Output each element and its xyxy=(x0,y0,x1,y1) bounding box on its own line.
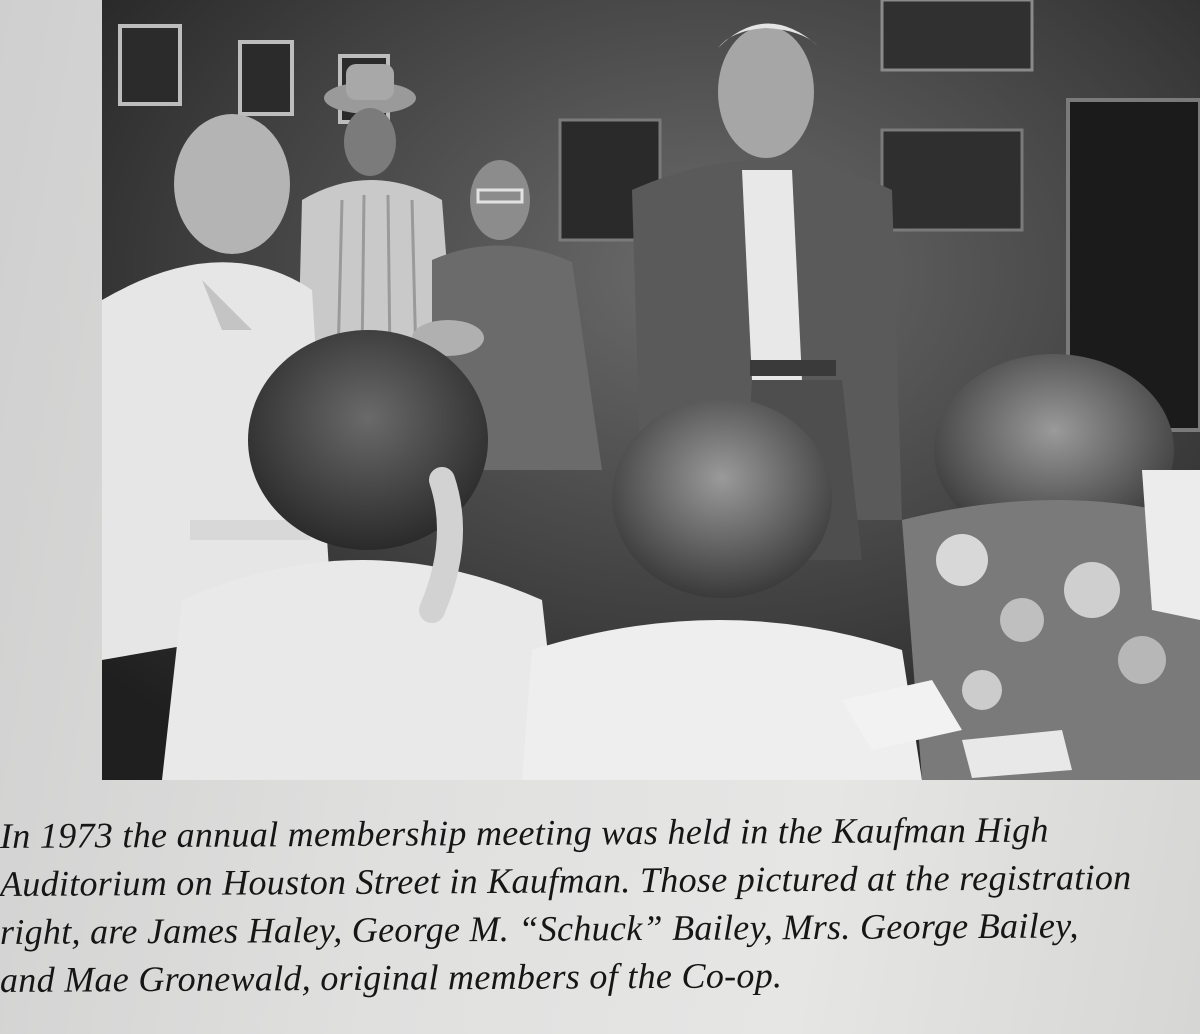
caption-line-1: In 1973 the annual membership meeting was held in the Kaufman High xyxy=(0,809,1049,856)
photograph-icon xyxy=(102,0,1200,780)
caption-line-2: Auditorium on Houston Street in Kaufman. Those pictured at the registration xyxy=(0,857,1132,904)
meeting-photograph xyxy=(102,0,1200,780)
caption-line-3: right, are James Haley, George M. “Schuck” Bailey, Mrs. George Bailey, xyxy=(0,905,1079,952)
caption-line-4: and Mae Gronewald, original members of the Co-op. xyxy=(0,955,783,1000)
photo-caption xyxy=(0,809,1200,1004)
